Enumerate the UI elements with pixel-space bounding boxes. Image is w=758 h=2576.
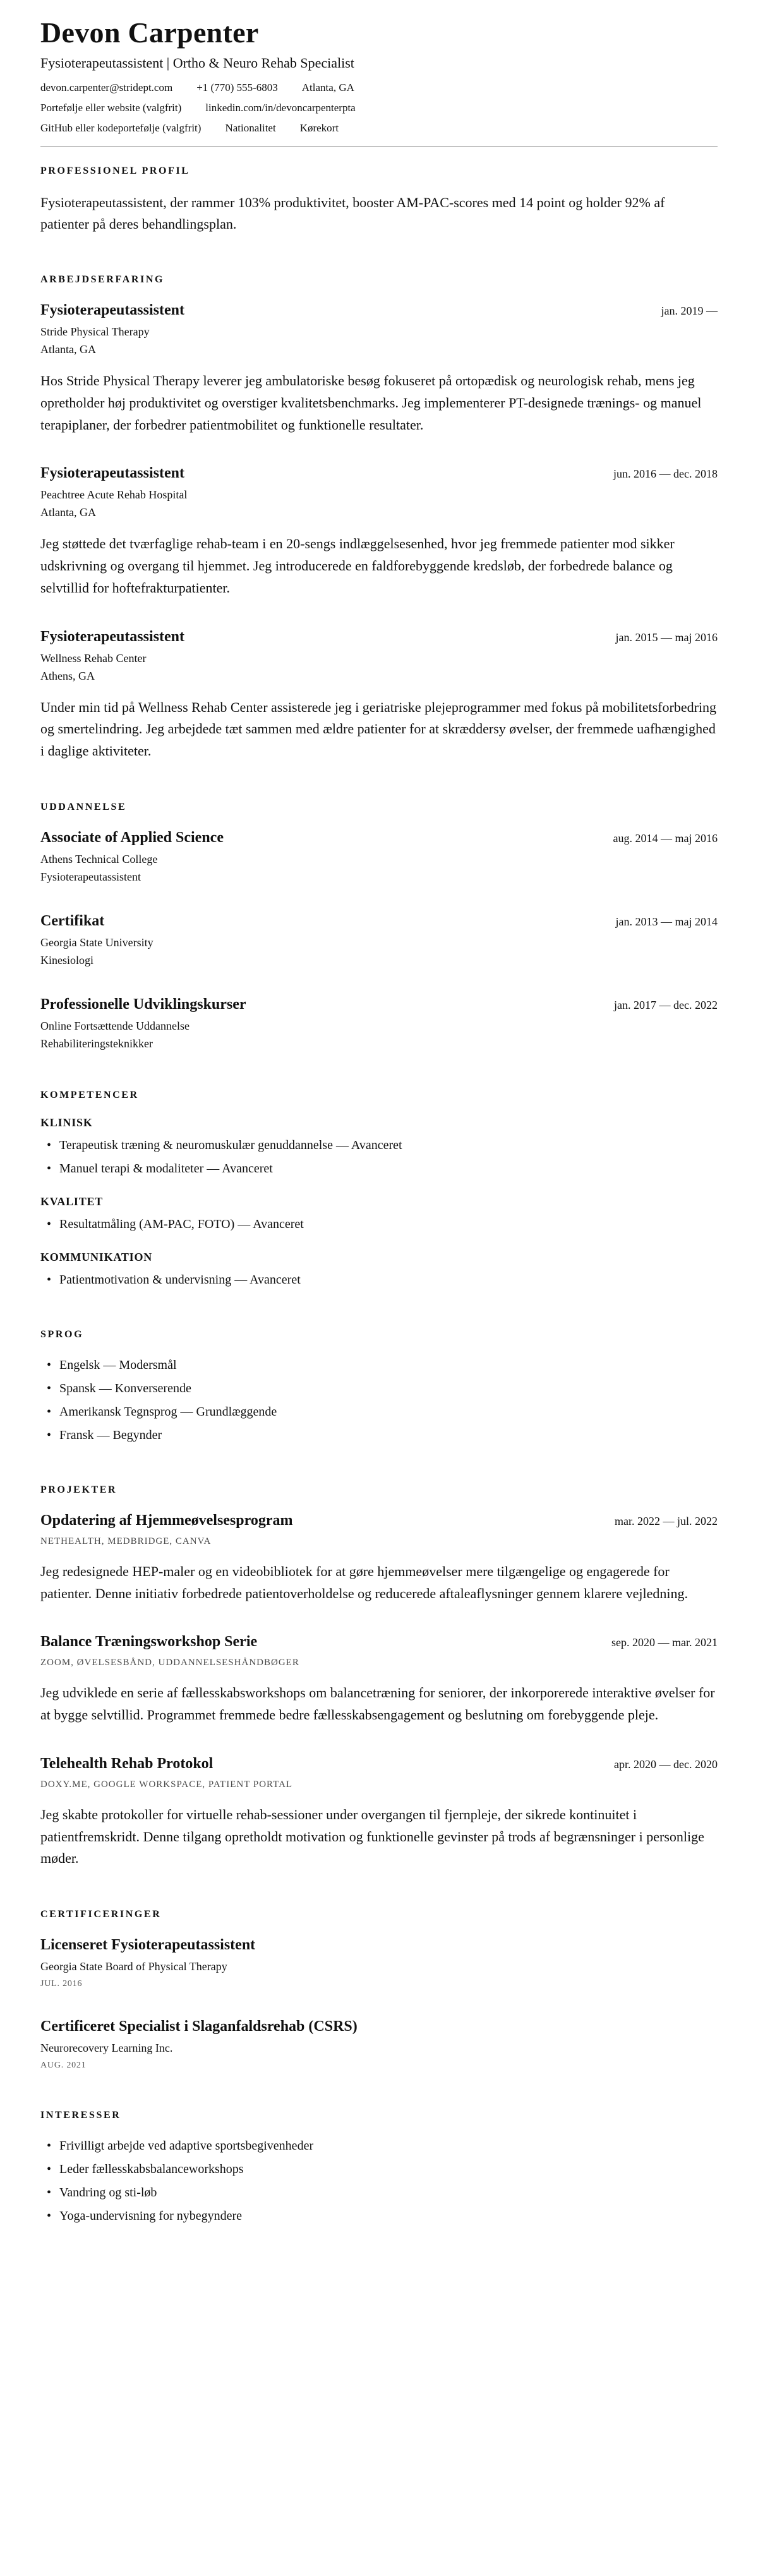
project-title: Opdatering af Hjemmeøvelsesprogram [40,1512,293,1529]
job-dates: jun. 2016 — dec. 2018 [613,467,718,481]
section-heading-profile: PROFESSIONEL PROFIL [40,165,190,176]
job-description: Jeg støttede det tværfaglige rehab-team i en 20-sengs indlæggelsesenhed, hvor jeg fremmede patienter mod sikker udskrivning og overgang til hjemmet. Jeg introducerede en faldforebyggende kredsløb, der forbedrede balance og selvtillid for hoftefrakturpatienter. [40,536,675,596]
language-item: • Fransk — Begynder [40,1426,718,1445]
job-description: Hos Stride Physical Therapy leverer jeg ambulatoriske besøg fokuseret på ortopædisk og neurologisk rehab, mens jeg opretholder høj produktivitet og overstiger kvalitetsbenchmarks. Jeg implementerer PT-designede trænings- og manuel terapiplaner, der forbedrer patientmobilitet og funktionelle resultater. [40,373,702,433]
section-education [40,802,718,1050]
education-degree: Associate of Applied Science [40,829,224,846]
drivers-license-text: Kørekort [299,121,339,134]
education-entry-head [40,995,718,1014]
section-heading-experience: ARBEJDSERFARING [40,274,165,286]
education-school: Online Fortsættende Uddannelse [40,1019,190,1032]
profile-summary: Fysioterapeutassistent, der rammer 103% produktivitet, booster AM-PAC-scores med 14 point og holder 92% af patienter på deres behandlingsplan. [40,194,665,232]
skill-group-label: KOMMUNIKATION [40,1250,153,1263]
certification-entry [40,1935,718,1989]
education-entry [40,995,718,1050]
job-company: Wellness Rehab Center [40,651,147,665]
job-company: Stride Physical Therapy [40,325,150,339]
project-entry-head [40,1632,718,1651]
education-degree: Certifikat [40,912,105,929]
header-divider [40,146,718,147]
job-title: Fysioterapeutassistent [40,628,184,645]
education-field: Kinesiologi [40,953,93,966]
education-field: Fysioterapeutassistent [40,870,141,883]
project-description: Jeg udviklede en serie af fællesskabsworkshops om balancetræning for seniorer, der inkorporerede interaktive øvelser for at bygge selvtillid. Programmet fremmede bedre fællesskabsengagement og beslutning om forebyggende pleje. [40,1685,715,1723]
section-heading-projects: PROJEKTER [40,1484,117,1495]
skill-list [40,1215,718,1234]
section-projects [40,1484,718,1870]
contact-row-3 [40,122,718,135]
skill-group-kommunikation [40,1251,718,1290]
project-entry-head [40,1754,718,1773]
job-dates: jan. 2015 — maj 2016 [615,630,718,644]
job-entry [40,301,718,436]
interest-item: • Frivilligt arbejde ved adaptive sportsbegivenheder [40,2136,718,2156]
interest-item: • Yoga-undervisning for nybegyndere [40,2206,718,2226]
language-list [40,1356,718,1445]
project-description: Jeg skabte protokoller for virtuelle rehab-sessioner under overgangen til fjernpleje, der sikrede kontinuitet i patientfremskridt. Denne tilgang opretholdt motivation og funktionelle gevinster på trods af begrænsninger i personlige møder. [40,1806,704,1867]
interest-list [40,2136,718,2226]
person-name: Devon Carpenter [40,16,259,49]
person-tagline: Fysioterapeutassistent | Ortho & Neuro Rehab Specialist [40,54,354,71]
skill-item: • Patientmotivation & undervisning — Avanceret [40,1270,718,1290]
certification-date: JUL. 2016 [40,1979,83,1989]
section-languages [40,1329,718,1445]
language-item: • Engelsk — Modersmål [40,1356,718,1375]
phone-text: +1 (770) 555-6803 [196,81,278,93]
skill-list [40,1270,718,1290]
certification-issuer: Georgia State Board of Physical Therapy [40,1960,227,1973]
certification-date: AUG. 2021 [40,2061,87,2071]
job-dates: jan. 2019 — [661,304,718,318]
project-title: Balance Træningsworkshop Serie [40,1634,258,1651]
section-heading-languages: SPROG [40,1328,84,1340]
language-item: • Spansk — Konverserende [40,1379,718,1399]
job-company: Peachtree Acute Rehab Hospital [40,488,188,502]
certification-title: Certificeret Specialist i Slaganfaldsrehab (CSRS) [40,2018,358,2035]
language-item: • Amerikansk Tegnsprog — Grundlæggende [40,1402,718,1422]
nationality-text: Nationalitet [225,121,276,134]
section-certifications [40,1909,718,2071]
project-tools: NETHEALTH, MEDBRIDGE, CANVA [40,1536,212,1546]
job-entry [40,464,718,599]
location-text: Atlanta, GA [301,81,354,93]
project-entry-head [40,1511,718,1530]
education-entry [40,912,718,967]
interest-item: • Leder fællesskabsbalanceworkshops [40,2160,718,2179]
education-field: Rehabiliteringsteknikker [40,1037,153,1050]
project-dates: apr. 2020 — dec. 2020 [614,1757,718,1771]
section-heading-skills: KOMPETENCER [40,1089,139,1100]
job-entry [40,627,718,762]
project-entry [40,1754,718,1870]
job-location: Atlanta, GA [40,343,96,356]
job-entry-head [40,627,718,646]
project-title: Telehealth Rehab Protokol [40,1755,214,1772]
section-heading-interests: INTERESSER [40,2110,121,2121]
section-experience [40,274,718,762]
job-description: Under min tid på Wellness Rehab Center assisterede jeg i geriatriske plejeprogrammer med fokus på mobilitetsforbedring og smertelindring. Jeg arbejdede tæt sammen med ældre patienter for at skræddersy øvelser, der fremmede uafhængighed i daglige aktiviteter. [40,699,717,759]
skill-group-kvalitet [40,1195,718,1234]
project-dates: mar. 2022 — jul. 2022 [615,1514,718,1527]
skill-group-label: KVALITET [40,1195,104,1208]
education-entry [40,828,718,884]
job-title: Fysioterapeutassistent [40,302,184,319]
section-skills [40,1090,718,1290]
job-location: Atlanta, GA [40,506,96,519]
education-school: Athens Technical College [40,852,158,865]
education-entry-head [40,828,718,847]
section-interests [40,2110,718,2226]
contact-row-1 [40,81,718,94]
education-dates: jan. 2013 — maj 2014 [615,915,718,928]
job-title: Fysioterapeutassistent [40,465,184,482]
skill-group-label: KLINISK [40,1116,93,1129]
education-school: Georgia State University [40,936,153,949]
project-tools: ZOOM, ØVELSESBÅND, UDDANNELSESHÅNDBØGER [40,1658,299,1668]
linkedin-text: linkedin.com/in/devoncarpenterpta [205,101,356,114]
skill-item: • Terapeutisk træning & neuromuskulær genuddannelse — Avanceret [40,1136,718,1155]
project-dates: sep. 2020 — mar. 2021 [611,1636,718,1649]
website-placeholder-text: Portefølje eller website (valgfrit) [40,101,182,114]
skill-item: • Resultatmåling (AM-PAC, FOTO) — Avanceret [40,1215,718,1234]
education-degree: Professionelle Udviklingskurser [40,996,246,1013]
project-tools: DOXY.ME, GOOGLE WORKSPACE, PATIENT PORTAL [40,1779,293,1790]
project-description: Jeg redesignede HEP-maler og en videobibliotek for at gøre hjemmeøvelser mere tilgængelige og engagerede for patienter. Denne initiativ forbedrede patientoverholdelse og reducerede aftaleaflysninger gennem klarere vejledning. [40,1563,688,1601]
skill-group-klinisk [40,1116,718,1179]
job-entry-head [40,301,718,320]
github-placeholder-text: GitHub eller kodeportefølje (valgfrit) [40,121,202,134]
section-heading-education: UDDANNELSE [40,801,127,812]
certification-title: Licenseret Fysioterapeutassistent [40,1937,256,1954]
resume-header [40,16,718,147]
certification-entry [40,2017,718,2071]
skill-list [40,1136,718,1179]
section-heading-certifications: CERTIFICERINGER [40,1909,162,1920]
project-entry [40,1632,718,1726]
certification-issuer: Neurorecovery Learning Inc. [40,2042,173,2055]
contact-info [40,81,718,135]
interest-item: • Vandring og sti-løb [40,2183,718,2203]
education-entry-head [40,912,718,930]
section-profile [40,166,718,235]
job-location: Athens, GA [40,669,95,682]
project-entry [40,1511,718,1605]
contact-row-2 [40,102,718,114]
skill-item: • Manuel terapi & modaliteter — Avanceret [40,1159,718,1179]
education-dates: jan. 2017 — dec. 2022 [614,998,718,1011]
email-text: devon.carpenter@stridept.com [40,81,173,93]
job-entry-head [40,464,718,483]
education-dates: aug. 2014 — maj 2016 [613,831,718,845]
